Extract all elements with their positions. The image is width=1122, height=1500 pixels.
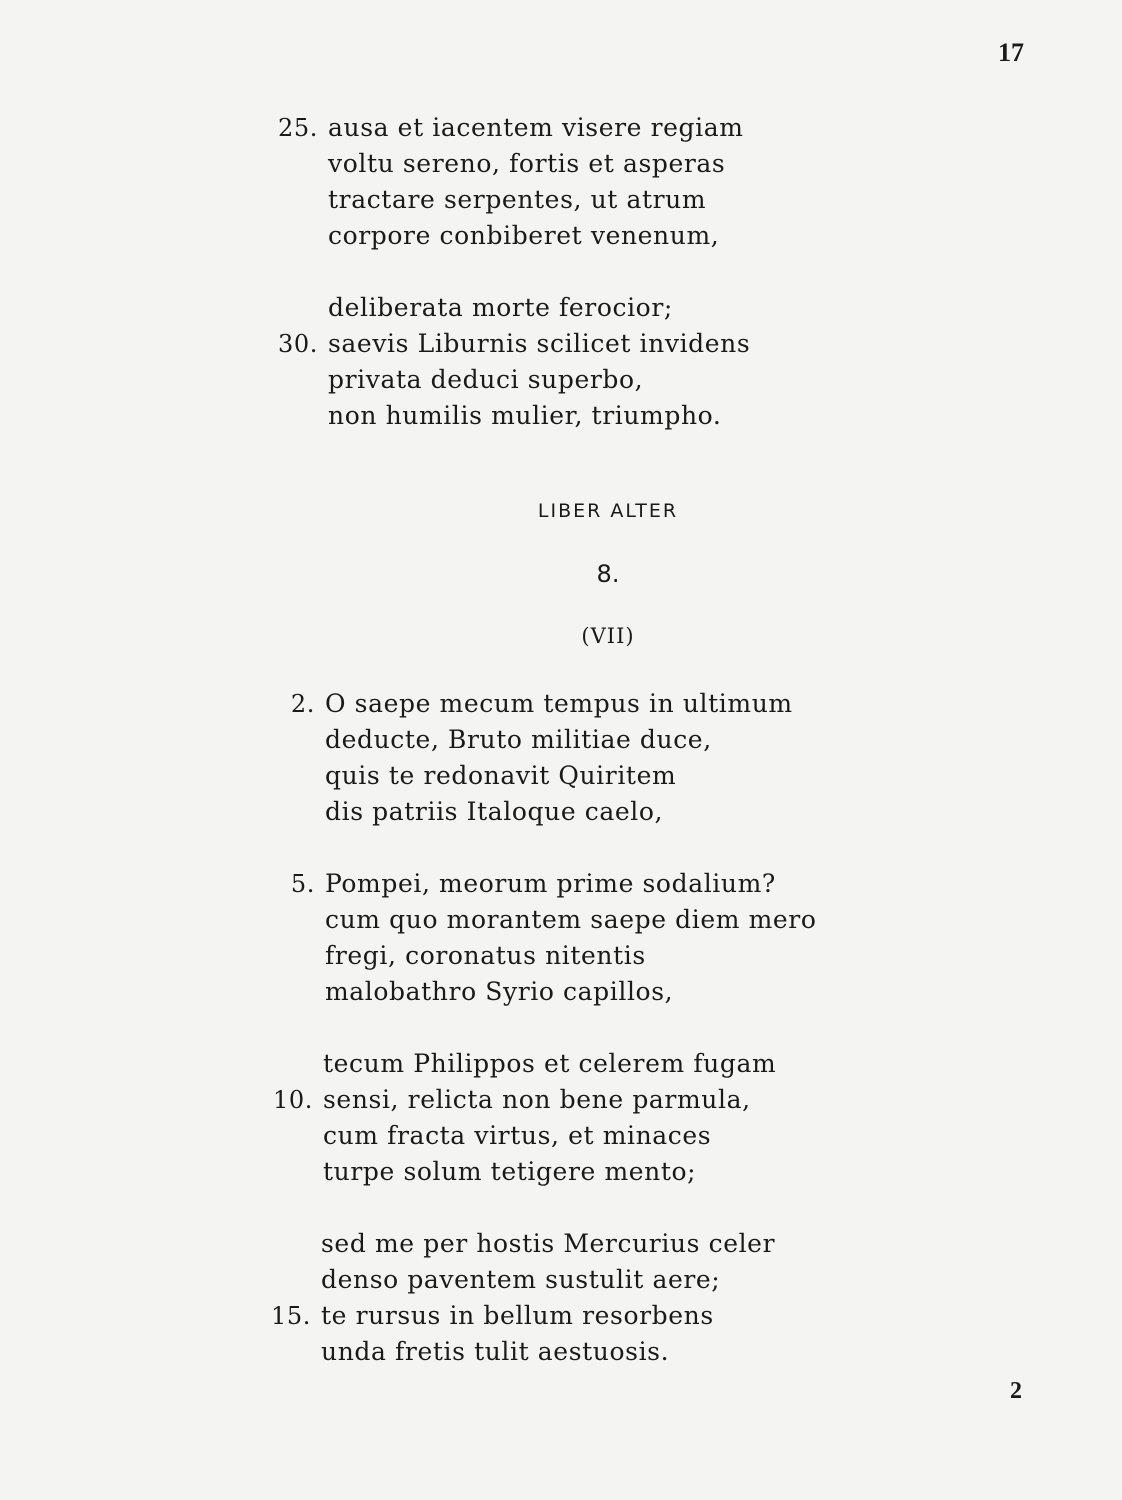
verse-text: cum fracta virtus, et minaces bbox=[323, 1121, 712, 1150]
verse-text: te rursus in bellum resorbens bbox=[321, 1301, 714, 1330]
verse-text: tecum Philippos et celerem fugam bbox=[323, 1049, 777, 1078]
verse-text: privata deduci superbo, bbox=[328, 365, 644, 394]
line-number: 5. bbox=[290, 870, 315, 898]
verse-text: sensi, relicta non bene parmula, bbox=[323, 1085, 751, 1114]
verse-text: saevis Liburnis scilicet invidens bbox=[328, 329, 751, 358]
verse-text: deducte, Bruto militiae duce, bbox=[325, 725, 712, 754]
verse-text: voltu sereno, fortis et asperas bbox=[328, 149, 726, 178]
verse-text: quis te redonavit Quiritem bbox=[325, 761, 677, 790]
line-number: 30. bbox=[278, 330, 318, 358]
verse-text: corpore conbiberet venenum, bbox=[328, 221, 720, 250]
verse-text: denso paventem sustulit aere; bbox=[321, 1265, 721, 1294]
ode-number: 8. bbox=[596, 560, 620, 588]
line-number: 2. bbox=[290, 690, 315, 718]
verse-text: deliberata morte ferocior; bbox=[328, 293, 673, 322]
verse-text: sed me per hostis Mercurius celer bbox=[321, 1229, 776, 1258]
verse-text: turpe solum tetigere mento; bbox=[323, 1157, 697, 1186]
verse-text: unda fretis tulit aestuosis. bbox=[321, 1337, 670, 1366]
verse-text: cum quo morantem saepe diem mero bbox=[325, 905, 817, 934]
verse-text: malobathro Syrio capillos, bbox=[325, 977, 674, 1006]
signature-mark: 2 bbox=[1010, 1378, 1022, 1404]
book-heading: LIBER ALTER bbox=[537, 500, 679, 522]
verse-text: ausa et iacentem visere regiam bbox=[328, 113, 744, 142]
page-number: 17 bbox=[998, 38, 1024, 67]
verse-text: Pompei, meorum prime sodalium? bbox=[325, 869, 776, 898]
verse-text: O saepe mecum tempus in ultimum bbox=[325, 689, 793, 718]
ode-subtitle: (VII) bbox=[581, 624, 635, 648]
line-number: 15. bbox=[271, 1302, 311, 1330]
line-number: 10. bbox=[273, 1086, 313, 1114]
verse-text: tractare serpentes, ut atrum bbox=[328, 185, 707, 214]
verse-text: non humilis mulier, triumpho. bbox=[328, 401, 722, 430]
verse-text: dis patriis Italoque caelo, bbox=[325, 797, 664, 826]
line-number: 25. bbox=[278, 114, 318, 142]
verse-text: fregi, coronatus nitentis bbox=[325, 941, 646, 970]
